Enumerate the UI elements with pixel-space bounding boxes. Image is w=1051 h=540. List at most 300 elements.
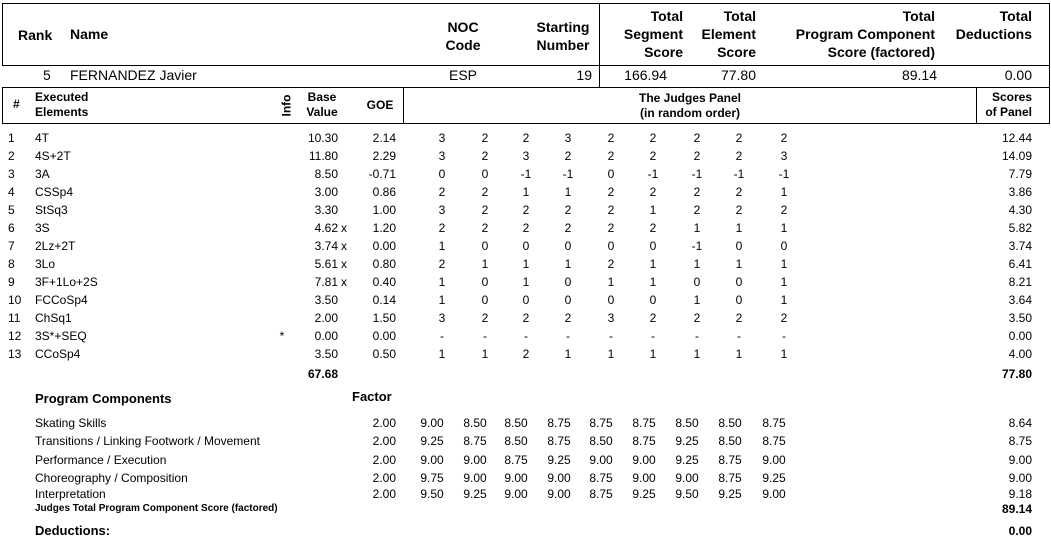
element-judge-score: 1 — [481, 347, 489, 361]
element-judge-score: 1 — [693, 293, 701, 307]
element-base-value: 3.50 — [314, 293, 338, 307]
component-judge-score: 8.50 — [463, 416, 487, 430]
element-judge-score: 2 — [481, 311, 489, 325]
element-judge-score: 1 — [780, 221, 788, 235]
component-panel-score: 9.18 — [1008, 487, 1032, 501]
scores-of-panel-header-line2: of Panel — [985, 105, 1032, 119]
pcs-header-line3: Score (factored) — [827, 44, 935, 60]
scores-of-panel-header-line1: Scores — [991, 90, 1032, 104]
element-panel-score: 3.50 — [1008, 311, 1032, 325]
element-name: 2Lz+2T — [35, 239, 76, 253]
element-judge-score: 1 — [564, 185, 572, 199]
element-judge-score: 1 — [522, 275, 530, 289]
element-judge-score: -1 — [520, 167, 532, 181]
component-judge-score: 9.50 — [420, 487, 444, 501]
component-judge-score: 9.25 — [718, 487, 742, 501]
element-judge-score: 0 — [522, 293, 530, 307]
component-judge-score: 8.75 — [762, 416, 786, 430]
skater-total-pcs: 89.14 — [901, 67, 937, 83]
element-judge-score: 2 — [693, 149, 701, 163]
element-judge-score: 2 — [564, 149, 572, 163]
element-judge-score: 3 — [438, 203, 446, 217]
element-goe: -0.71 — [368, 167, 396, 181]
element-judge-score: 0 — [693, 275, 701, 289]
element-base-value: 7.81 — [314, 275, 338, 289]
component-judge-score: 8.75 — [463, 434, 487, 448]
pcs-header-line2: Program Component — [795, 26, 935, 42]
element-judge-score: 1 — [780, 293, 788, 307]
element-name: ChSq1 — [35, 311, 72, 325]
element-name: CSSp4 — [35, 185, 74, 199]
component-judge-score: 9.75 — [420, 471, 444, 485]
element-base-value: 2.00 — [314, 311, 338, 325]
element-number: 7 — [8, 239, 15, 253]
tes-header-line2: Element — [701, 26, 756, 42]
rank-header: Rank — [18, 27, 53, 43]
component-judge-score: 9.00 — [463, 453, 487, 467]
element-panel-score: 6.41 — [1008, 257, 1032, 271]
component-judge-score: 9.00 — [762, 487, 786, 501]
element-judge-score: 0 — [564, 293, 572, 307]
element-row — [0, 147, 1051, 165]
element-x-marker: x — [341, 221, 347, 235]
element-goe: 2.29 — [372, 149, 396, 163]
element-judge-score: 0 — [607, 167, 615, 181]
element-base-value: 3.00 — [314, 185, 338, 199]
element-judge-score: - — [483, 329, 487, 343]
deductions-header-line1: Total — [999, 8, 1032, 24]
element-panel-score: 5.82 — [1008, 221, 1032, 235]
component-name: Transitions / Linking Footwork / Movement — [35, 434, 260, 448]
component-panel-score: 8.64 — [1008, 416, 1032, 430]
element-judge-score: 2 — [607, 257, 615, 271]
element-base-value: 0.00 — [314, 329, 338, 343]
element-base-value: 10.30 — [307, 131, 338, 145]
component-row — [0, 451, 1051, 469]
element-goe: 0.86 — [372, 185, 396, 199]
element-judge-score: 1 — [780, 275, 788, 289]
element-judge-score: 1 — [438, 239, 446, 253]
component-judge-score: 9.00 — [675, 471, 699, 485]
element-judge-score: 2 — [607, 131, 615, 145]
element-judge-score: 3 — [780, 149, 788, 163]
element-judge-score: 2 — [481, 203, 489, 217]
element-judge-score: 0 — [735, 275, 743, 289]
element-judge-score: -1 — [562, 167, 574, 181]
component-factor: 2.00 — [372, 416, 396, 430]
element-goe: 0.40 — [372, 275, 396, 289]
component-judge-score: 9.00 — [632, 453, 656, 467]
component-judge-score: 8.75 — [589, 471, 613, 485]
component-judge-score: 9.00 — [762, 453, 786, 467]
component-panel-score: 9.00 — [1008, 471, 1032, 485]
component-judge-score: 8.50 — [718, 434, 742, 448]
skater-total-deductions: 0.00 — [1004, 67, 1032, 83]
element-judge-score: 2 — [607, 185, 615, 199]
component-judge-score: 8.75 — [632, 434, 656, 448]
element-name: 3F+1Lo+2S — [35, 275, 98, 289]
component-factor: 2.00 — [372, 471, 396, 485]
component-row — [0, 432, 1051, 450]
element-base-value: 4.62 — [314, 221, 338, 235]
program-components-title: Program Components — [35, 391, 172, 406]
element-number: 11 — [8, 311, 21, 325]
executed-elements-header-line2: Elements — [35, 105, 89, 119]
factor-header: Factor — [352, 389, 392, 404]
component-judge-score: 8.50 — [504, 416, 528, 430]
element-judge-score: 0 — [481, 239, 489, 253]
element-judge-score: 2 — [780, 311, 788, 325]
component-judge-score: 9.00 — [420, 453, 444, 467]
element-judge-score: 1 — [735, 221, 743, 235]
element-row — [0, 273, 1051, 291]
component-judge-score: 8.75 — [718, 453, 742, 467]
element-row — [0, 183, 1051, 201]
element-judge-score: 2 — [735, 311, 743, 325]
element-judge-score: 2 — [481, 131, 489, 145]
element-judge-score: -1 — [691, 239, 703, 253]
element-judge-score: - — [782, 329, 786, 343]
element-number: 2 — [8, 149, 15, 163]
component-judge-score: 8.75 — [762, 434, 786, 448]
element-judge-score: 2 — [693, 131, 701, 145]
component-row — [0, 414, 1051, 432]
element-x-marker: x — [341, 275, 347, 289]
element-name: FCCoSp4 — [35, 293, 88, 307]
element-judge-score: 0 — [481, 275, 489, 289]
element-number: 6 — [8, 221, 15, 235]
element-goe: 1.50 — [372, 311, 396, 325]
element-judge-score: 2 — [649, 311, 657, 325]
component-judge-score: 8.75 — [589, 487, 613, 501]
element-row — [0, 201, 1051, 219]
element-judge-score: 3 — [522, 149, 530, 163]
element-judge-score: - — [737, 329, 741, 343]
goe-header: GOE — [366, 98, 394, 112]
component-judge-score: 8.50 — [718, 416, 742, 430]
deductions-label: Deductions: — [35, 523, 111, 538]
judges-panel-header-line1: The Judges Panel — [638, 91, 742, 105]
element-judge-score: 1 — [735, 347, 743, 361]
element-judge-score: 3 — [438, 311, 446, 325]
element-judge-score: 2 — [780, 131, 788, 145]
element-judge-score: - — [609, 329, 613, 343]
base-value-header-line1: Base — [307, 90, 337, 104]
elements-header-right — [1049, 87, 1050, 123]
info-header: Info — [279, 94, 294, 117]
element-judge-score: 2 — [564, 311, 572, 325]
pcs-header-line1: Total — [902, 8, 935, 24]
element-base-value: 3.50 — [314, 347, 338, 361]
element-goe: 0.50 — [372, 347, 396, 361]
component-row — [0, 485, 1051, 503]
component-judge-score: 9.50 — [675, 487, 699, 501]
element-judge-score: 1 — [564, 347, 572, 361]
element-judge-score: 0 — [564, 239, 572, 253]
element-number: 3 — [8, 167, 15, 181]
element-row — [0, 219, 1051, 237]
element-judge-score: 0 — [780, 239, 788, 253]
component-judge-score: 9.00 — [463, 471, 487, 485]
element-row — [0, 309, 1051, 327]
component-judge-score: 9.25 — [675, 453, 699, 467]
element-judge-score: 1 — [607, 275, 615, 289]
element-panel-score: 4.00 — [1008, 347, 1032, 361]
element-name: CCoSp4 — [35, 347, 81, 361]
element-judge-score: 2 — [649, 221, 657, 235]
summary-row-bottom — [2, 87, 1050, 88]
element-judge-score: 1 — [649, 275, 657, 289]
element-judge-score: 0 — [735, 239, 743, 253]
element-panel-score: 3.64 — [1008, 293, 1032, 307]
tss-header-line3: Score — [644, 44, 683, 60]
element-judge-score: 0 — [564, 275, 572, 289]
skater-noc: ESP — [448, 67, 477, 83]
element-judge-score: 2 — [522, 203, 530, 217]
element-judge-score: 2 — [735, 185, 743, 199]
element-judge-score: 1 — [564, 257, 572, 271]
element-judge-score: 2 — [693, 203, 701, 217]
component-judge-score: 9.00 — [547, 471, 571, 485]
element-judge-score: 2 — [735, 131, 743, 145]
element-judge-score: 1 — [522, 257, 530, 271]
element-row — [0, 237, 1051, 255]
element-judge-score: 3 — [564, 131, 572, 145]
element-panel-score: 0.00 — [1008, 329, 1032, 343]
element-info: * — [279, 329, 285, 343]
element-panel-score: 3.74 — [1008, 239, 1032, 253]
element-name: 3Lo — [35, 257, 56, 271]
component-judge-score: 8.75 — [547, 416, 571, 430]
element-judge-score: 1 — [693, 347, 701, 361]
element-judge-score: - — [440, 329, 444, 343]
element-number: 12 — [8, 329, 22, 343]
element-judge-score: 1 — [780, 185, 788, 199]
element-number: 10 — [8, 293, 22, 307]
element-judge-score: 2 — [522, 131, 530, 145]
element-base-value: 3.30 — [314, 203, 338, 217]
element-judge-score: 0 — [607, 293, 615, 307]
element-number: 9 — [8, 275, 15, 289]
pcs-total-value: 89.14 — [1001, 502, 1032, 516]
element-num-header: # — [13, 97, 20, 111]
element-row — [0, 129, 1051, 147]
element-judge-score: 2 — [438, 257, 446, 271]
tss-header-line1: Total — [650, 8, 683, 24]
name-header: Name — [70, 26, 109, 42]
element-judge-score: 2 — [649, 149, 657, 163]
element-judge-score: -1 — [733, 167, 745, 181]
element-judge-score: 1 — [438, 293, 446, 307]
element-panel-score: 14.09 — [1001, 149, 1032, 163]
element-row — [0, 255, 1051, 273]
element-panel-score: 3.86 — [1008, 185, 1032, 199]
element-judge-score: 2 — [438, 221, 446, 235]
skater-total-element-score: 77.80 — [720, 67, 756, 83]
element-goe: 0.80 — [372, 257, 396, 271]
element-judge-score: 0 — [438, 167, 446, 181]
deductions-header-line2: Deductions — [955, 26, 1032, 42]
executed-elements-header-line1: Executed — [35, 90, 89, 104]
element-name: 4S+2T — [35, 149, 71, 163]
element-judge-score: 2 — [438, 185, 446, 199]
component-factor: 2.00 — [372, 434, 396, 448]
element-judge-score: 2 — [607, 149, 615, 163]
element-judge-score: 2 — [522, 347, 530, 361]
element-judge-score: 2 — [564, 221, 572, 235]
component-judge-score: 9.25 — [463, 487, 487, 501]
element-number: 13 — [8, 347, 22, 361]
element-goe: 1.00 — [372, 203, 396, 217]
deductions-value: 0.00 — [1008, 524, 1032, 538]
component-judge-score: 9.00 — [504, 487, 528, 501]
element-judge-score: 2 — [607, 221, 615, 235]
element-x-marker: x — [341, 257, 347, 271]
element-judge-score: 0 — [649, 293, 657, 307]
element-base-value: 8.50 — [314, 167, 338, 181]
component-factor: 2.00 — [372, 453, 396, 467]
pcs-total-label: Judges Total Program Component Score (factored) — [35, 503, 278, 514]
element-judge-score: 2 — [607, 203, 615, 217]
element-panel-score: 8.21 — [1008, 275, 1032, 289]
base-value-header-line2: Value — [306, 105, 338, 119]
element-name: 4T — [35, 131, 50, 145]
element-judge-score: -1 — [778, 167, 790, 181]
component-name: Performance / Execution — [35, 453, 167, 467]
element-judge-score: 2 — [735, 149, 743, 163]
element-judge-score: 1 — [780, 257, 788, 271]
component-judge-score: 9.00 — [632, 471, 656, 485]
component-judge-score: 8.50 — [589, 434, 613, 448]
starting-number-header-line2: Number — [536, 37, 590, 53]
element-judge-score: 2 — [693, 185, 701, 199]
element-judge-score: 1 — [780, 347, 788, 361]
elements-score-total: 77.80 — [1001, 367, 1032, 381]
component-judge-score: 9.25 — [547, 453, 571, 467]
element-judge-score: 2 — [564, 203, 572, 217]
skater-total-segment-score: 166.94 — [624, 67, 667, 83]
component-judge-score: 9.00 — [547, 487, 571, 501]
element-judge-score: - — [695, 329, 699, 343]
element-judge-score: -1 — [647, 167, 659, 181]
element-judge-score: 3 — [438, 149, 446, 163]
tes-header-line3: Score — [717, 44, 756, 60]
element-row — [0, 291, 1051, 309]
element-number: 4 — [8, 185, 15, 199]
element-judge-score: 2 — [649, 131, 657, 145]
component-judge-score: 8.50 — [675, 416, 699, 430]
element-goe: 0.00 — [372, 329, 396, 343]
element-judge-score: 3 — [607, 311, 615, 325]
element-judge-score: 1 — [693, 257, 701, 271]
component-name: Choreography / Composition — [35, 471, 188, 485]
element-goe: 0.14 — [372, 293, 396, 307]
element-goe: 2.14 — [372, 131, 396, 145]
element-judge-score: 0 — [481, 293, 489, 307]
starting-number-header-line1: Starting — [536, 19, 590, 35]
element-judge-score: 2 — [481, 185, 489, 199]
element-base-value: 3.74 — [314, 239, 338, 253]
element-goe: 0.00 — [372, 239, 396, 253]
element-name: 3S*+SEQ — [35, 329, 87, 343]
element-judge-score: 2 — [522, 221, 530, 235]
judges-panel-header-line2: (in random order) — [639, 106, 740, 120]
element-number: 1 — [8, 131, 15, 145]
element-row — [0, 165, 1051, 183]
element-name: 3S — [35, 221, 50, 235]
component-factor: 2.00 — [372, 487, 396, 501]
element-goe: 1.20 — [372, 221, 396, 235]
element-judge-score: 0 — [649, 239, 657, 253]
component-judge-score: 8.75 — [718, 471, 742, 485]
component-judge-score: 8.75 — [504, 453, 528, 467]
element-judge-score: 1 — [693, 221, 701, 235]
element-judge-score: 1 — [438, 347, 446, 361]
element-judge-score: 0 — [735, 293, 743, 307]
element-judge-score: 2 — [649, 185, 657, 199]
element-judge-score: 3 — [438, 131, 446, 145]
element-judge-score: 1 — [438, 275, 446, 289]
element-judge-score: 2 — [735, 203, 743, 217]
elements-base-total: 67.68 — [307, 367, 338, 381]
element-judge-score: 0 — [481, 167, 489, 181]
skater-rank: 5 — [43, 67, 51, 83]
panel-right-border — [976, 87, 977, 123]
element-judge-score: 2 — [522, 311, 530, 325]
element-judge-score: 2 — [481, 221, 489, 235]
skater-starting-number: 19 — [576, 67, 592, 83]
element-judge-score: - — [524, 329, 528, 343]
summary-row-right — [1049, 66, 1050, 87]
element-x-marker: x — [341, 239, 347, 253]
element-base-value: 5.61 — [314, 257, 338, 271]
element-judge-score: 2 — [693, 311, 701, 325]
element-judge-score: 1 — [481, 257, 489, 271]
element-row — [0, 327, 1051, 345]
component-judge-score: 9.25 — [762, 471, 786, 485]
component-judge-score: 8.75 — [547, 434, 571, 448]
element-panel-score: 4.30 — [1008, 203, 1032, 217]
noc-header-line1: NOC — [447, 19, 479, 35]
element-judge-score: 1 — [649, 347, 657, 361]
component-judge-score: 9.00 — [504, 471, 528, 485]
tss-header-line2: Segment — [623, 26, 683, 42]
element-judge-score: 1 — [649, 203, 657, 217]
element-judge-score: 1 — [607, 347, 615, 361]
noc-header-line2: Code — [445, 37, 481, 53]
component-judge-score: 8.75 — [589, 416, 613, 430]
component-name: Interpretation — [35, 487, 106, 501]
component-judge-score: 9.00 — [589, 453, 613, 467]
element-judge-score: 2 — [780, 203, 788, 217]
element-judge-score: 1 — [522, 185, 530, 199]
element-judge-score: - — [651, 329, 655, 343]
component-panel-score: 9.00 — [1008, 453, 1032, 467]
element-judge-score: -1 — [691, 167, 703, 181]
component-name: Skating Skills — [35, 416, 107, 430]
elements-header-bottom — [2, 123, 1050, 124]
tes-header-line1: Total — [723, 8, 756, 24]
component-panel-score: 8.75 — [1008, 434, 1032, 448]
element-judge-score: 2 — [481, 149, 489, 163]
element-row — [0, 345, 1051, 363]
element-panel-score: 7.79 — [1008, 167, 1032, 181]
component-judge-score: 8.75 — [632, 416, 656, 430]
component-judge-score: 9.00 — [420, 416, 444, 430]
element-number: 5 — [8, 203, 15, 217]
element-base-value: 11.80 — [308, 149, 338, 163]
component-judge-score: 9.25 — [675, 434, 699, 448]
